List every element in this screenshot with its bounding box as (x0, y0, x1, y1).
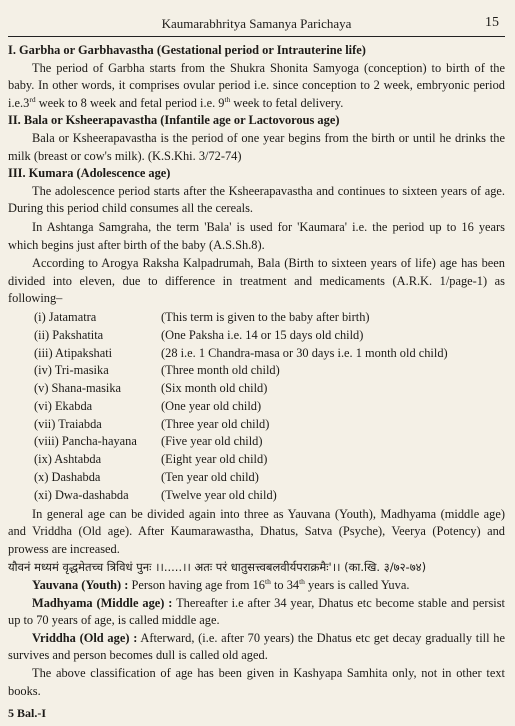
age-term: (vi) Ekabda (34, 398, 93, 413)
section-heading-garbha: I. Garbha or Garbhavastha (Gestational period or Intrauterine life) (8, 43, 366, 57)
page-body (8, 42, 505, 700)
age-term: (ii) Pakshatita (34, 327, 104, 342)
age-term: (v) Shana-masika (34, 381, 122, 396)
paragraph-kumara-1: The adolescence period starts after the Ksheerapavastha and continues to sixteen years of age. During this period child consumes all the cereals. (8, 183, 505, 216)
age-description: (Twelve year old child) (161, 487, 277, 502)
age-term: (i) Jatamatra (34, 309, 97, 324)
list-item (34, 309, 505, 327)
paragraph-general-age: In general age can be divided again into three as Yauvana (Youth), Madhyama (middle age) and Vriddha (Old age). After Kaumarawastha, Dhatus, Satva (Psyche), Veerya (Potency) and prowess are increased. (8, 506, 505, 556)
term-vriddha: Vriddha (Old age) : (32, 630, 138, 645)
list-item (34, 362, 505, 380)
list-item (34, 416, 505, 434)
text-run: Afterward, (i.e. after 70 years) the Dhatus etc get decay gradually till he survives and person becomes dull is called old aged. (8, 630, 506, 663)
list-item (34, 327, 505, 345)
text-run: to 34 (270, 578, 300, 593)
list-item (34, 380, 505, 398)
page-number: 15 (485, 15, 499, 30)
age-term: (x) Dashabda (34, 470, 101, 485)
list-item (34, 451, 505, 469)
paragraph-bala: Bala or Ksheerapavastha is the period of one year begins from the birth or until he drinks the milk (breast or cow's milk). (K.S.Khi. 3/72-74) (8, 130, 505, 163)
text-run: The period of Garbha starts from the Shukra Shonita Samyoga (conception) to birth of the baby. In other words, it comprises ovular period i.e. since conception to 2 week, embryonic period i.e.3 (8, 60, 505, 110)
age-description: (Six month old child) (161, 381, 268, 396)
paragraph-kumara-3: According to Arogya Raksha Kalpadrumah, Bala (Birth to sixteen years of life) age has been divided into eleven, due to difference in treatment and medicaments (A.R.K. 1/page-1) as following– (8, 256, 505, 306)
list-item (34, 469, 505, 487)
age-term: (xi) Dwa-dashabda (34, 487, 129, 502)
section-heading-kumara: III. Kumara (Adolescence age) (8, 166, 171, 181)
paragraph-kumara-2: In Ashtanga Samgraha, the term 'Bala' is used for 'Kaumara' i.e. the period up to 16 years which begins just after birth of the baby (A.S.Sh.8). (8, 219, 505, 252)
age-description: (Five year old child) (161, 434, 263, 449)
paragraph-final: The above classification of age has been given in Kashyapa Samhita only, not in other text books. (8, 666, 505, 698)
age-description: (Three month old child) (161, 363, 280, 378)
age-description: (One Paksha i.e. 14 or 15 days old child) (161, 327, 364, 342)
age-term: (vii) Traiabda (34, 416, 102, 431)
age-description: (Eight year old child) (161, 452, 268, 467)
list-item (34, 487, 505, 505)
signature-mark: 5 Bal.-I (8, 706, 47, 720)
list-item (34, 433, 505, 451)
list-item (34, 398, 505, 416)
age-division-list (34, 309, 505, 505)
age-term: (ix) Ashtabda (34, 452, 102, 467)
section-heading-bala: II. Bala or Ksheerapavastha (Infantile age or Lactovorous age) (8, 113, 340, 128)
term-yauvana: Yauvana (Youth) : (32, 578, 129, 593)
text-run: Thereafter i.e after 34 year, Dhatus etc become stable and persist up to 70 years of age, is called middle age. (8, 595, 505, 628)
superscript: th (224, 94, 231, 104)
age-term: (iii) Atipakshati (34, 345, 113, 360)
paragraph-garbha (8, 60, 505, 113)
superscript: th (299, 576, 305, 586)
age-term: (viii) Pancha-hayana (34, 434, 137, 449)
superscript: rd (29, 94, 36, 104)
age-description: (One year old child) (161, 398, 262, 413)
term-madhyama: Madhyama (Middle age) : (32, 595, 173, 610)
age-description: (This term is given to the baby after birth) (161, 309, 370, 324)
running-header (8, 14, 505, 37)
sanskrit-verse: यौवनं मध्यमं वृद्धमेतच्च त्रिविधं पुनः ।।.....।। अतः परं धातुसत्त्वबलवीर्यपराक्रमैः'।। (का.खि. ३/७२-७४) (8, 560, 427, 575)
text-run: week to fetal delivery. (230, 95, 344, 110)
age-term: (iv) Tri-masika (34, 363, 109, 378)
age-description: (Ten year old child) (161, 470, 259, 485)
age-description: (28 i.e. 1 Chandra-masa or 30 days i.e. 1 month old child) (161, 345, 448, 360)
text-run: years is called Yuva. (304, 578, 410, 593)
text-run: week to 8 week and fetal period i.e. 9 (35, 95, 225, 110)
age-description: (Three year old child) (161, 416, 270, 431)
text-run: Person having age from 16 (128, 578, 266, 593)
superscript: th (265, 576, 271, 586)
paragraph-yauvana (8, 577, 505, 595)
header-title: Kaumarabhritya Samanya Parichaya (161, 16, 352, 31)
list-item (34, 345, 505, 363)
paragraph-madhyama (8, 595, 505, 630)
paragraph-vriddha (8, 630, 505, 665)
